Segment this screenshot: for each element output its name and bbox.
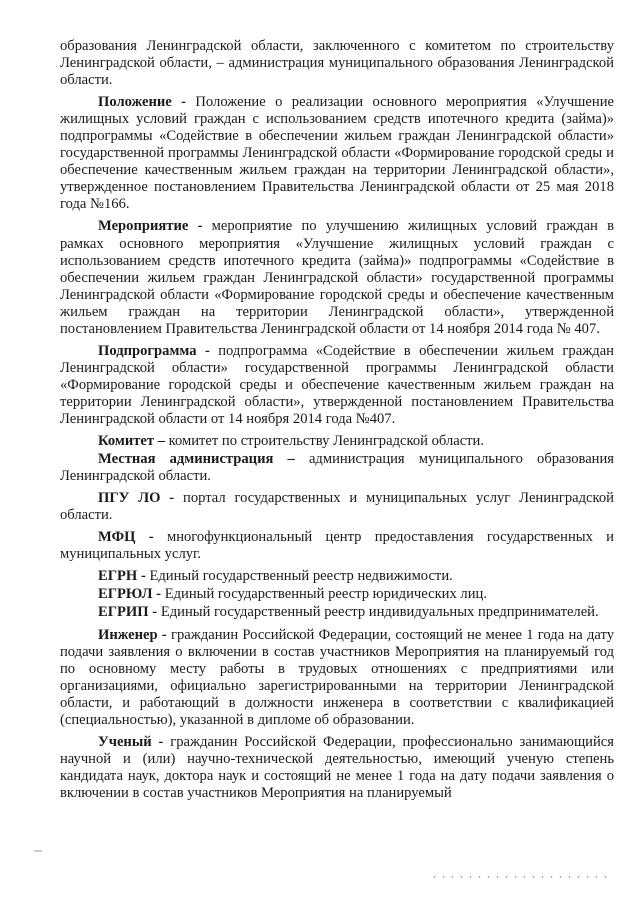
- term: Подпрограмма: [98, 342, 197, 359]
- term-separator: –: [154, 433, 169, 450]
- definition-polozhenie: [60, 94, 614, 213]
- definition-text: гражданин Российской Федерации, состоящий не менее 1 года на дату подачи заявления о включении в состав участников Мероприятия на планируемый год по основному месту работы в трудовых отношениях с предприятиями или организациями, официально зарегистрированными на территории Ленинградской области, и работающий в должности инженера в соответствии с квалификацией (специальностью), указанной в дипломе об образовании.: [60, 626, 614, 728]
- term: МФЦ: [98, 529, 136, 546]
- term-separator: -: [157, 626, 171, 643]
- definition-inzhener: [60, 627, 614, 729]
- term: ПГУ ЛО: [98, 490, 161, 507]
- definition-meropriyatie: [60, 218, 614, 337]
- definition-komitet: [60, 433, 614, 450]
- term: ЕГРЮЛ: [98, 586, 153, 603]
- term: Инженер: [98, 626, 158, 643]
- paragraph-continuation: [60, 38, 614, 89]
- scan-speck: [34, 850, 42, 852]
- definition-text: Единый государственный реестр индивидуальных предпринимателей.: [160, 604, 599, 621]
- term-separator: -: [152, 586, 165, 603]
- definition-text: Единый государственный реестр недвижимости.: [149, 568, 453, 585]
- term: ЕГРН: [98, 568, 138, 585]
- paragraph-text: образования Ленинградской области, заключенного с комитетом по строительству Ленинградской области, – администрация муниципального образования Ленинградской области.: [60, 38, 614, 89]
- definition-text: администрация муниципального образования Ленинградской области.: [60, 451, 615, 485]
- definition-uchenyi: [60, 734, 614, 802]
- term: Местная администрация: [98, 451, 274, 468]
- term-separator: -: [160, 490, 184, 507]
- scan-noise-dots: [430, 876, 610, 878]
- term-separator: -: [188, 218, 212, 235]
- term-separator: -: [137, 568, 150, 585]
- term: ЕГРИП: [98, 604, 149, 621]
- definition-mfc: [60, 529, 614, 563]
- definition-podprogramma: [60, 343, 614, 428]
- term-separator: -: [196, 342, 219, 359]
- definition-text: многофункциональный центр предоставления государственных и муниципальных услуг.: [60, 529, 614, 563]
- definition-egryul: [60, 586, 614, 603]
- definition-text: Положение о реализации основного мероприятия «Улучшение жилищных условий граждан с использованием средств ипотечного кредита (займа)» подпрограммы «Содействие в обеспечении жильем граждан Ленинградской области» государственной программы Ленинградской области «Формирование городской среды и обеспечение качественным жильем граждан на территории Ленинградской области», утвержденное постановлением Правительства Ленинградской области от 25 мая 2018 года №166.: [60, 94, 614, 213]
- definition-egrip: [60, 604, 614, 621]
- definition-mestnaya-administratsiya: [60, 451, 614, 485]
- definition-egrn: [60, 568, 614, 585]
- definition-text: мероприятие по улучшению жилищных условий граждан в рамках основного мероприятия «Улучшение жилищных условий граждан с использованием средств ипотечного кредита (займа)» подпрограммы «Содействие в обеспечении жильем граждан Ленинградской области» государственной программы Ленинградской области «Формирование городской среды и обеспечение качественным жильем граждан на территории Ленинградской области», утвержденной постановлением Правительства Ленинградской области от 14 ноября 2014 года № 407.: [60, 218, 614, 337]
- term-separator: –: [273, 451, 309, 468]
- definition-text: портал государственных и муниципальных услуг Ленинградской области.: [60, 490, 614, 524]
- term: Ученый: [98, 733, 152, 750]
- term: Мероприятие: [98, 218, 189, 235]
- document-page: [60, 38, 614, 807]
- definition-text: гражданин Российской Федерации, профессионально занимающийся научной и (или) научно-технической деятельностью, имеющий ученую степень кандидата наук, доктора наук и состоящий не менее 1 года на дату подачи заявления о включении в состав участников Мероприятия на планируемый: [60, 733, 614, 801]
- definition-text: подпрограмма «Содействие в обеспечении жильем граждан Ленинградской области» государственной программы Ленинградской области «Формирование городской среды и обеспечение качественным жильем граждан на территории Ленинградской области», утвержденной постановлением Правительства Ленинградской области от 14 ноября 2014 года №407.: [60, 342, 614, 427]
- term-separator: -: [148, 604, 161, 621]
- term: Положение: [98, 94, 172, 111]
- term-separator: -: [135, 529, 167, 546]
- term: Комитет: [98, 433, 155, 450]
- definition-text: комитет по строительству Ленинградской области.: [168, 433, 485, 450]
- definition-pgu-lo: [60, 490, 614, 524]
- term-separator: -: [151, 733, 171, 750]
- term-separator: -: [171, 94, 196, 111]
- definition-text: Единый государственный реестр юридических лиц.: [164, 586, 487, 603]
